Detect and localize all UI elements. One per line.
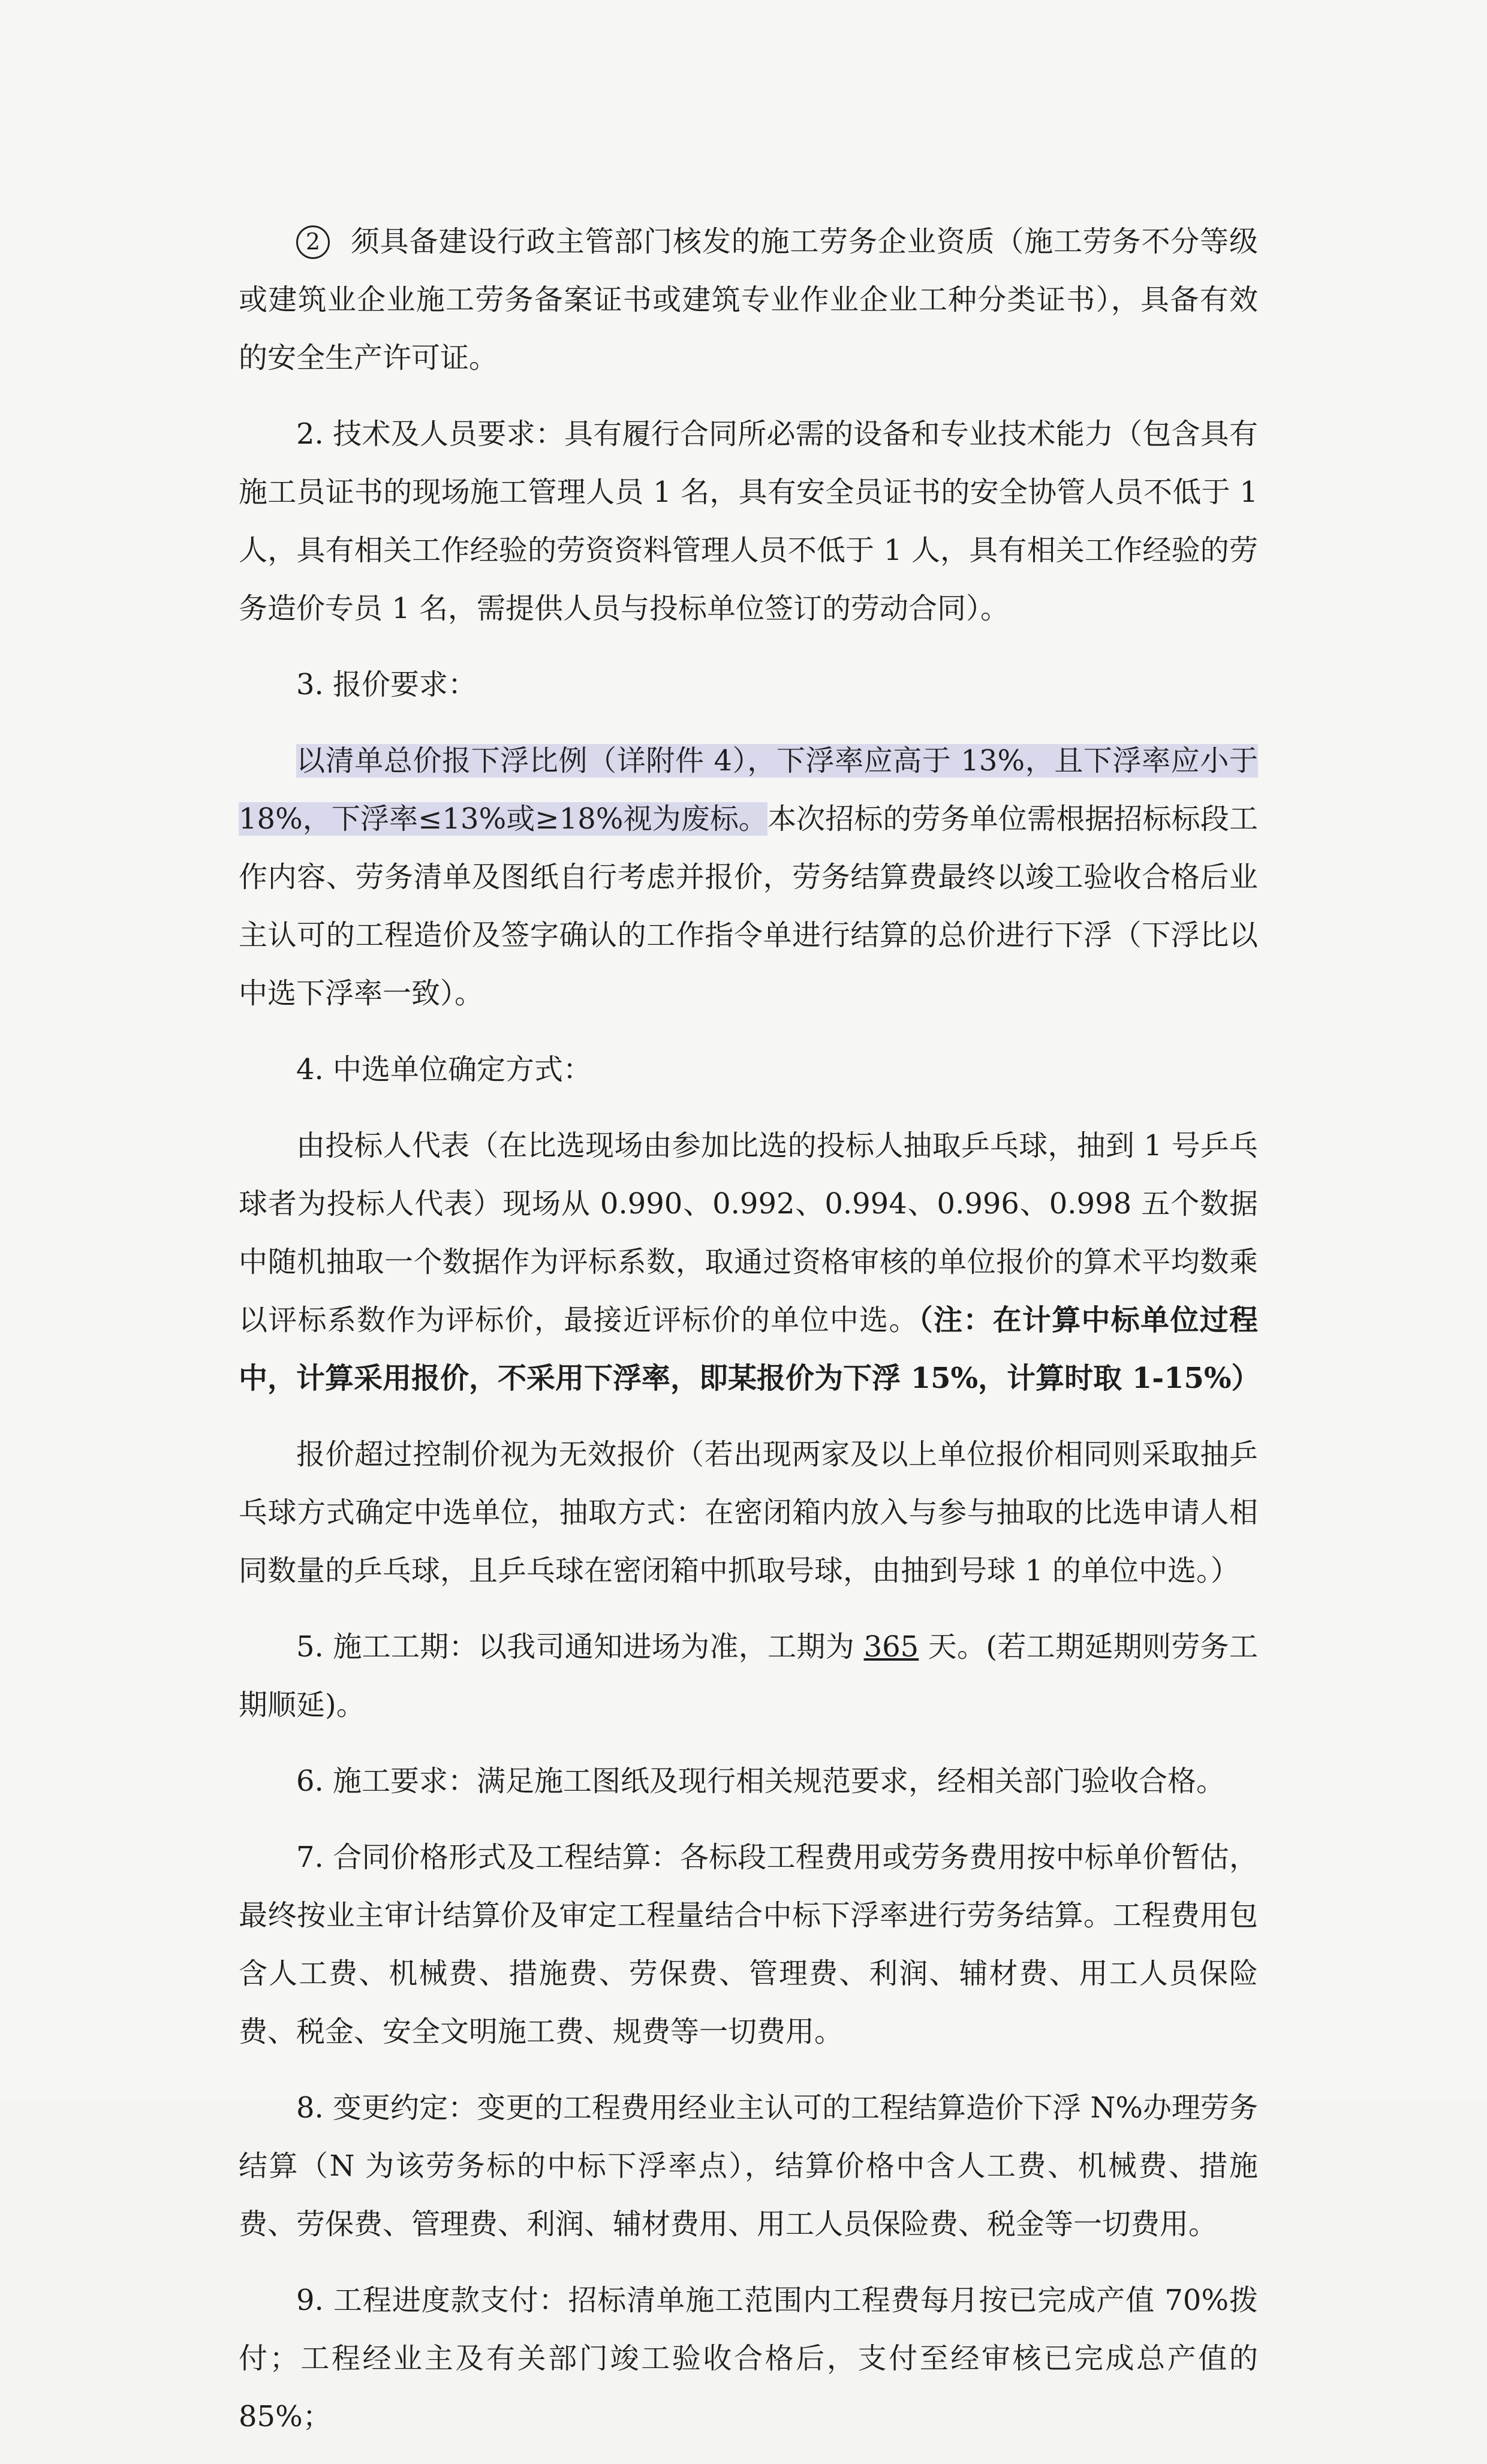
paragraph-quote-rules	[239, 732, 1258, 1023]
paragraph-construction-period	[239, 1618, 1258, 1734]
period-days-value: 365	[863, 1630, 919, 1664]
paragraph-progress-payment: 9. 工程进度款支付：招标清单施工范围内工程费每月按已完成产值 70%拨付；工程经业主及有关部门竣工验收合格后，支付至经审核已完成总产值的 85%；	[239, 2284, 1258, 2433]
paragraph-selection-method	[239, 1117, 1258, 1408]
paragraph-selection-heading: 4. 中选单位确定方式：	[296, 1053, 592, 1086]
paragraph-text: 须具备建设行政主管部门核发的施工劳务企业资质（施工劳务不分等级或建筑业企业施工劳务备案证书或建筑专业作业企业工种分类证书），具备有效的安全生产许可证。	[239, 225, 1258, 375]
paragraph-construction-requirements: 6. 施工要求：满足施工图纸及现行相关规范要求，经相关部门验收合格。	[296, 1764, 1226, 1798]
paragraph-text: 由投标人代表（在比选现场由参加比选的投标人抽取乒乓球，抽到 1 号乒乓球者为投标人代表）现场从 0.990、0.992、0.994、0.996、0.998 五个数据中随机抽取一个数据作为评标系数，取通过资格审核的单位报价的算术平均数乘以评标系数作为评标价，最接近评标价的单位中选。	[239, 1129, 1258, 1337]
paragraph-text: 天。(若工期延期则劳务工期顺延)。	[239, 1630, 1258, 1722]
highlighted-text: 以清单总价报下浮比例（详附件 4），下浮率应高于 13%，且下浮率应小于 18%，下浮率≤13%或≥18%视为废标。	[239, 744, 1258, 836]
paragraph-quote-heading: 3. 报价要求：	[296, 668, 477, 701]
bold-note: （注：在计算中标单位过程中，计算采用报价，不采用下浮率，即某报价为下浮 15%，计算时取 1-15%）	[239, 1303, 1260, 1395]
circled-number-marker: 2	[296, 225, 330, 259]
paragraph-change-agreement: 8. 变更约定：变更的工程费用经业主认可的工程结算造价下浮 N%办理劳务结算（N 为该劳务标的中标下浮率点），结算价格中含人工费、机械费、措施费、劳保费、管理费、利润、辅材费用、用工人员保险费、税金等一切费用。	[239, 2091, 1258, 2241]
paragraph-invalid-quote: 报价超过控制价视为无效报价（若出现两家及以上单位报价相同则采取抽乒乓球方式确定中选单位，抽取方式：在密闭箱内放入与参与抽取的比选申请人相同数量的乒乓球，且乒乓球在密闭箱中抓取号球，由抽到号球 1 的单位中选。）	[239, 1438, 1258, 1588]
paragraph-technical-requirements: 2. 技术及人员要求：具有履行合同所必需的设备和专业技术能力（包含具有施工员证书的现场施工管理人员 1 名，具有安全员证书的安全协管人员不低于 1 人，具有相关工作经验的劳资资料管理人员不低于 1 人，具有相关工作经验的劳务造价专员 1 名，需提供人员与投标单位签订的劳动合同）。	[239, 417, 1258, 625]
paragraph-contract-price: 7. 合同价格形式及工程结算：各标段工程费用或劳务费用按中标单价暂估，最终按业主审计结算价及审定工程量结合中标下浮率进行劳务结算。工程费用包含人工费、机械费、措施费、劳保费、管理费、利润、辅材费、用工人员保险费、税金、安全文明施工费、规费等一切费用。	[239, 1841, 1258, 2049]
paragraph-text: 本次招标的劳务单位需根据招标标段工作内容、劳务清单及图纸自行考虑并报价，劳务结算费最终以竣工验收合格后业主认可的工程造价及签字确认的工作指令单进行结算的总价进行下浮（下浮比以中选下浮率一致）。	[239, 802, 1258, 1010]
paragraph-qualification	[239, 213, 1258, 387]
document-body	[239, 213, 1258, 2464]
paragraph-text: 5. 施工工期：以我司通知进场为准，工期为	[296, 1630, 864, 1664]
